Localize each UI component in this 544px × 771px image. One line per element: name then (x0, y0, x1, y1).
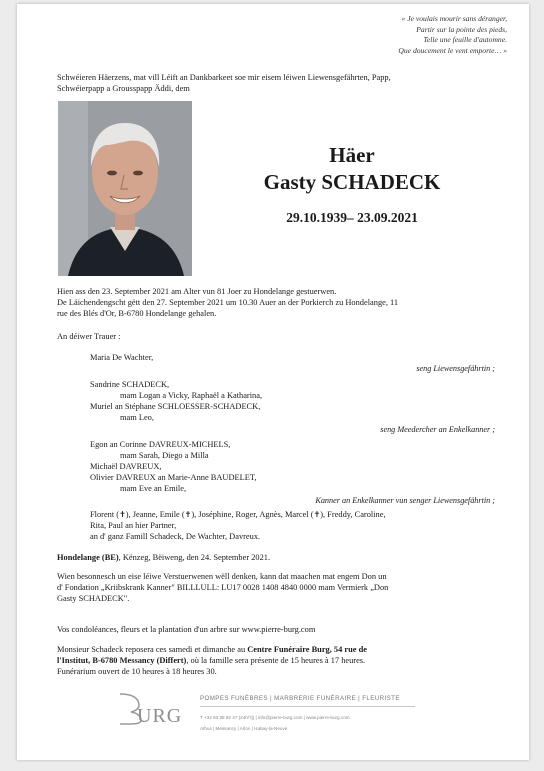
life-dates: 29.10.1939– 23.09.2021 (286, 210, 418, 225)
cross-icon: ✝ (119, 510, 126, 519)
place-and-date: Hondelange (BE), Kënzeg, Bëiweng, den 24. September 2021. (57, 553, 271, 562)
children-relation: seng Meedercher an Enkelkanner ; (380, 425, 495, 434)
burg-logo (115, 691, 185, 725)
obituary-page (17, 4, 529, 760)
portrait-illustration (58, 101, 192, 276)
death-notice: Hien ass den 23. September 2021 am Alter vun 81 Joer zu Hondelange gestuerwen. De Läichendengscht gëtt den 27. September 2021 um 10.30 Auer an der Porkierch zu Hondelange, 11 rue des Blés d'Or, B-6780 Hondelange gehalen. (57, 287, 399, 318)
quote-line: Partir sur la pointe des pieds, (416, 24, 507, 34)
svg-text:URG: URG (137, 705, 183, 725)
quote-line: Telle une feuille d'automne. (423, 35, 507, 45)
poem-quote (398, 14, 507, 56)
deceased-name: Gasty SCHADECK (263, 170, 441, 194)
partner-children-relation: Kanner an Enkelkanner vun senger Liewensgefährtin ; (315, 496, 495, 505)
condolences-notice: Vos condoléances, fleurs et la plantation d'un arbre sur www.pierre-burg.com (57, 625, 316, 634)
funerarium-notice: Monsieur Schadeck reposera ces samedi et dimanche au Centre Funéraire Burg, 54 rue de l'Institut, B-6780 Messancy (Differt), où la famille sera présente de 15 heures à 17 heures. Funérarium ouvert de 10 heures à 18 heures 30. (57, 645, 367, 676)
partner-name: Maria De Wachter, (90, 353, 154, 362)
partner-children-group: Egon an Corinne DAVREUX-MICHELS, mam Sarah, Diego a Milla Michaël DAVREUX, Olivier DAVREUX an Marie-Anne BAUDELET, mam Eve an Emile, (90, 440, 257, 493)
extended-family: Florent (✝), Jeanne, Emile (✝), Joséphine, Roger, Agnès, Marcel (✝), Freddy, Caroline, Rita, Paul an hier Partner, an d' ganz Famill Schadeck, De Wachter, Davreux. (90, 510, 386, 541)
contact-info: T +32 63 38 82 47 (24h/7j) | info@pierre-burg.com | www.pierre-burg.com (200, 715, 350, 720)
partner-relation: seng Liewensgefährtin ; (416, 364, 495, 373)
portrait-photo (58, 101, 192, 276)
honorific: Häer (329, 143, 375, 167)
cross-icon: ✝ (313, 510, 321, 519)
quote-line: « Je voulais mourir sans déranger, (401, 14, 507, 23)
locations-list: Athus | Messancy | Arlon | Habay-la-Neuve (200, 726, 288, 731)
burg-logo-mark (115, 691, 185, 725)
services-list: POMPES FUNÈBRES | MARBRERIE FUNÉRAIRE | FLEURISTE (200, 695, 400, 702)
intro-text: Schwéieren Häerzens, mat vill Léift an Dankbarkeet soe mir eisem léiwen Liewensgefährten, Papp, Schwéierpapp a Grousspapp Äddi, dem (57, 73, 391, 93)
children-group: Sandrine SCHADECK, mam Logan a Vicky, Raphaël a Katharina, Muriel an Stéphane SCHLOESSER-SCHADECK, mam Leo, (90, 380, 263, 422)
quote-line: Que doucement le vent emporte… » (398, 45, 507, 55)
donation-notice: Wien besonnesch un eise léiwe Verstuerwenen wëll denken, kann dat maachen mat engem Don un d' Fondation „Kriibskrank Kanner" BILLLULL: LU17 0028 1408 4840 0000 mam Vermierk „Don Gasty SCHADECK". (57, 572, 389, 603)
footer-divider (200, 706, 415, 707)
deceased-name-block (202, 142, 502, 226)
cross-icon: ✝ (184, 510, 192, 519)
mourning-label: An déiwer Trauer : (57, 332, 121, 341)
